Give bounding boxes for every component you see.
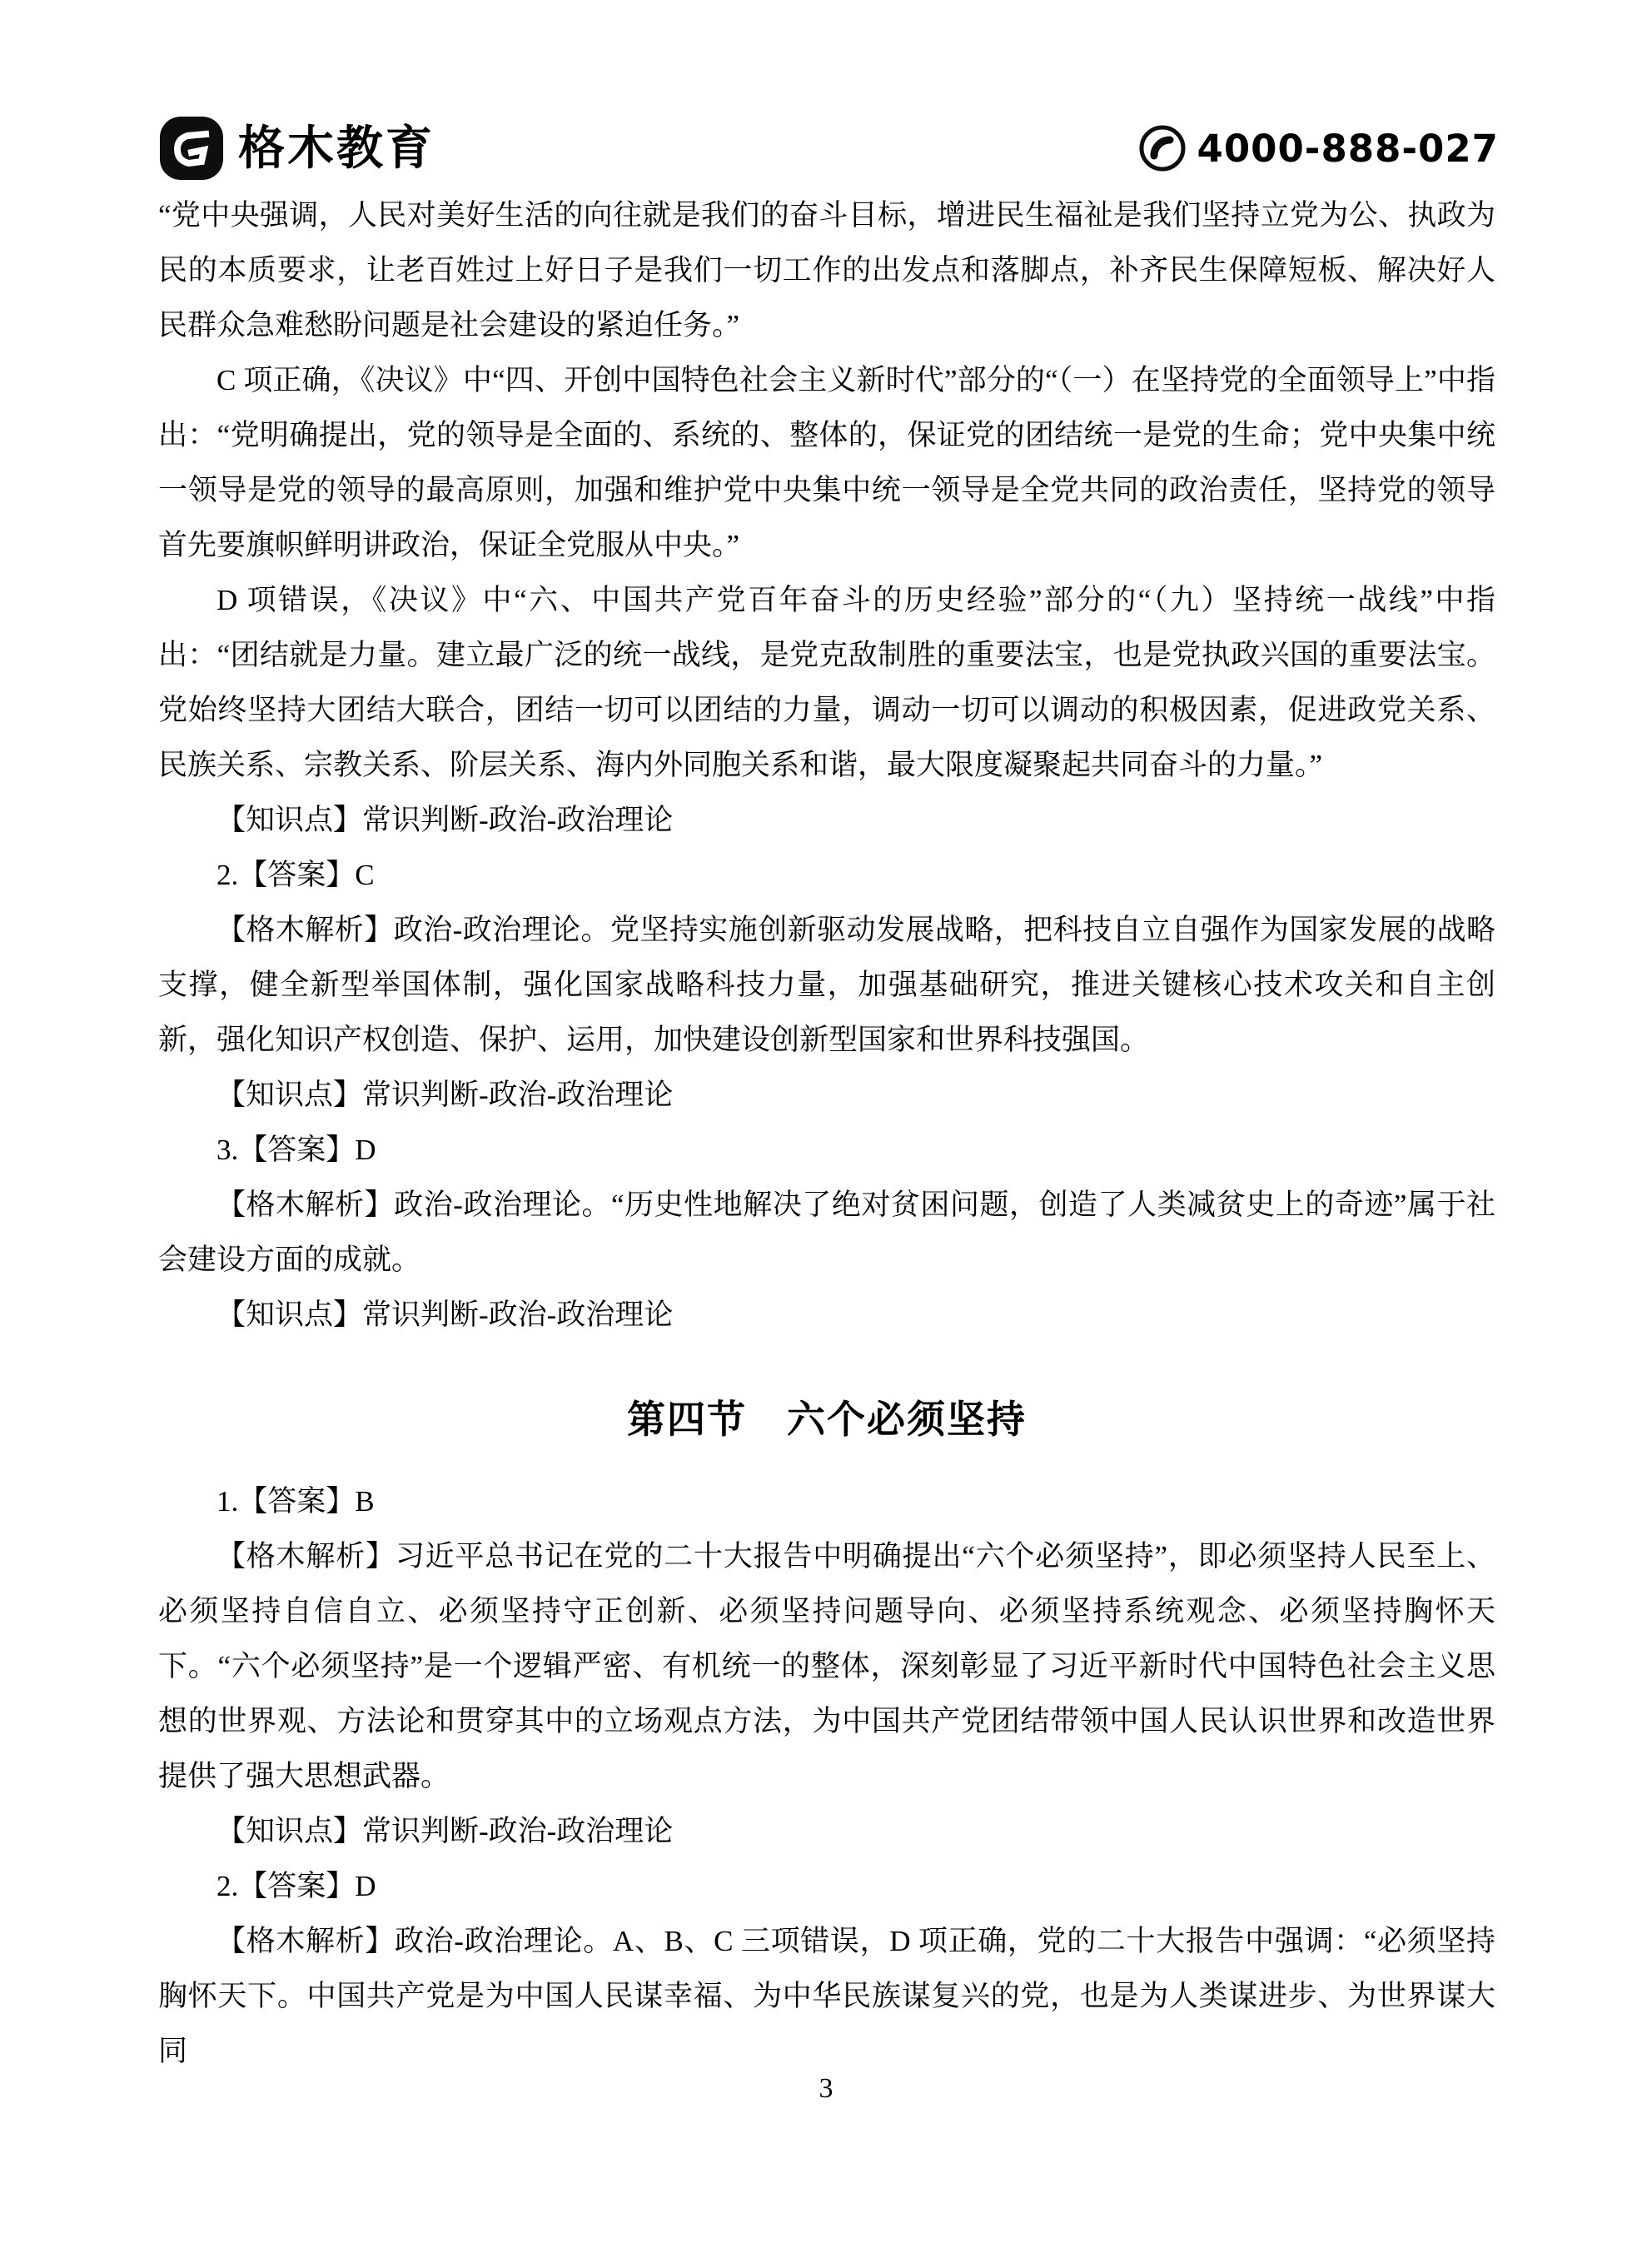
answer-item: 2.【答案】D [216, 1870, 376, 1902]
document-body [158, 188, 1495, 2079]
page-header [158, 108, 1499, 188]
gemu-logo-icon [158, 115, 225, 182]
analysis-paragraph: 【格木解析】政治-政治理论。“历史性地解决了绝对贫困问题，创造了人类减贫史上的奇迹”属于社会建设方面的成就。 [158, 1189, 1495, 1276]
knowledge-point: 【知识点】常识判断-政治-政治理论 [216, 1815, 674, 1847]
brand-logo [158, 115, 435, 182]
section-heading: 第四节 六个必须坚持 [627, 1398, 1027, 1441]
phone-icon [1137, 123, 1187, 173]
analysis-paragraph: 【格木解析】习近平总书记在党的二十大报告中明确提出“六个必须坚持”，即必须坚持人民至上、必须坚持自信自立、必须坚持守正创新、必须坚持问题导向、必须坚持系统观念、必须坚持胸怀天下。“六个必须坚持”是一个逻辑严密、有机统一的整体，深刻彰显了习近平新时代中国特色社会主义思想的世界观、方法论和贯穿其中的立场观点方法，为中国共产党团结带领中国人民认识世界和改造世界提供了强大思想武器。 [158, 1540, 1495, 1792]
paragraph-continuation: “党中央强调，人民对美好生活的向往就是我们的奋斗目标，增进民生福祉是我们坚持立党为公、执政为民的本质要求，让老百姓过上好日子是我们一切工作的出发点和落脚点，补齐民生保障短板、解决好人民群众急难愁盼问题是社会建设的紧迫任务。” [158, 199, 1495, 341]
knowledge-point: 【知识点】常识判断-政治-政治理论 [216, 804, 674, 836]
analysis-paragraph: 【格木解析】政治-政治理论。A、B、C 三项错误，D 项正确，党的二十大报告中强调：“必须坚持胸怀天下。中国共产党是为中国人民谋幸福、为中华民族谋复兴的党，也是为人类谋进步、为世界谋大同 [158, 1925, 1495, 2067]
answer-item: 2.【答案】C [216, 859, 375, 891]
knowledge-point: 【知识点】常识判断-政治-政治理论 [216, 1079, 674, 1111]
answer-item: 3.【答案】D [216, 1134, 376, 1166]
knowledge-point: 【知识点】常识判断-政治-政治理论 [216, 1298, 674, 1331]
paragraph-option-d: D 项错误，《决议》中“六、中国共产党百年奋斗的历史经验”部分的“（九）坚持统一战线”中指出：“团结就是力量。建立最广泛的统一战线，是党克敌制胜的重要法宝，也是党执政兴国的重要法宝。党始终坚持大团结大联合，团结一切可以团结的力量，调动一切可以调动的积极因素，促进政党关系、民族关系、宗教关系、阶层关系、海内外同胞关系和谐，最大限度凝聚起共同奋斗的力量。” [158, 584, 1495, 781]
analysis-paragraph: 【格木解析】政治-政治理论。党坚持实施创新驱动发展战略，把科技自立自强作为国家发展的战略支撑，健全新型举国体制，强化国家战略科技力量，加强基础研究，推进关键核心技术攻关和自主创新，强化知识产权创造、保护、运用，加快建设创新型国家和世界科技强国。 [158, 914, 1495, 1056]
brand-name: 格木教育 [238, 122, 435, 174]
page-number: 3 [819, 2073, 833, 2104]
phone-number: 4000-888-027 [1197, 126, 1499, 171]
page-footer [0, 2072, 1652, 2106]
contact-phone [1137, 123, 1499, 173]
paragraph-option-c: C 项正确，《决议》中“四、开创中国特色社会主义新时代”部分的“（一）在坚持党的全面领导上”中指出：“党明确提出，党的领导是全面的、系统的、整体的，保证党的团结统一是党的生命；党中央集中统一领导是党的领导的最高原则，加强和维护党中央集中统一领导是全党共同的政治责任，坚持党的领导首先要旗帜鲜明讲政治，保证全党服从中央。” [158, 364, 1495, 561]
answer-item: 1.【答案】B [216, 1485, 375, 1518]
